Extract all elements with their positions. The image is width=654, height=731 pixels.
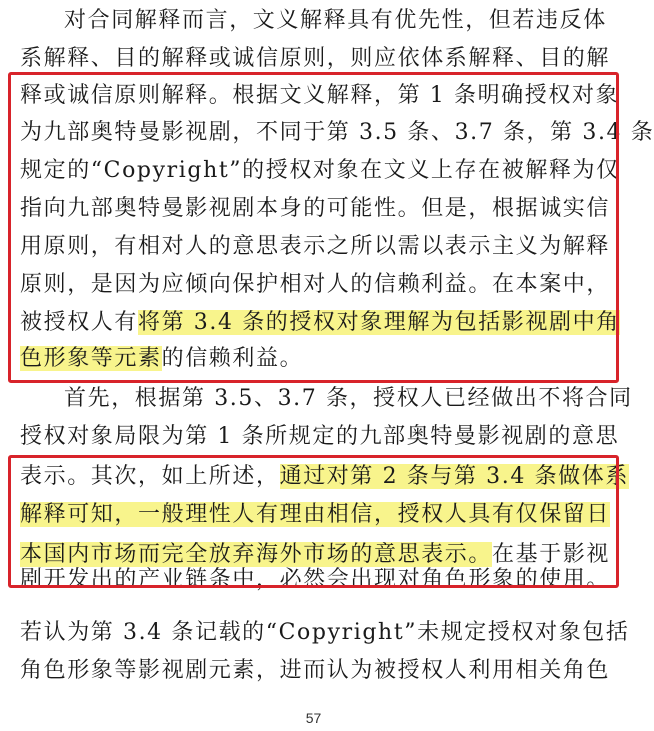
plain-text: 的信赖利益。: [161, 346, 304, 371]
highlighted-text: 色形象等元素: [20, 346, 162, 371]
text-line: 规定的“Copyright”的授权对象在文义上存在被解释为仅: [20, 158, 620, 183]
text-line: 系解释、目的解释或诚信原则，则应依体系解释、目的解: [20, 46, 611, 71]
highlighted-text: 解释可知，一般理性人有理由相信，授权人具有仅保留日: [20, 502, 611, 527]
annotation-box: [8, 72, 654, 383]
text-line: 剧开发出的产业链条中，必然会出现对角色形象的使用。: [20, 567, 611, 592]
plain-text: 被授权人有: [20, 310, 139, 335]
text-line: 指向九部奥特曼影视剧本身的可能性。但是，根据诚实信: [20, 196, 611, 221]
text-line: 对合同解释而言，文义解释具有优先性，但若违反体: [64, 8, 607, 33]
page-number: 57: [305, 710, 322, 726]
text-line: 释或诚信原则解释。根据文义解释，第 1 条明确授权对象: [20, 83, 620, 108]
text-line: 用原则，有相对人的意思表示之所以需以表示主义为解释: [20, 234, 611, 259]
text-line: 授权对象局限为第 1 条所规定的九部奥特曼影视剧的意思: [20, 424, 620, 449]
text-line: 首先，根据第 3.5、3.7 条，授权人已经做出不将合同: [64, 386, 633, 411]
text-line: 角色形象等影视剧元素，进而认为被授权人利用相关角色: [20, 658, 611, 683]
text-line: 原则，是因为应倾向保护相对人的信赖利益。在本案中，: [20, 272, 611, 297]
plain-text: 表示。其次，如上所述，: [20, 464, 280, 489]
text-line: 为九部奥特曼影视剧，不同于第 3.5 条、3.7 条，第 3.4 条: [20, 120, 654, 145]
annotation-box: [8, 455, 619, 588]
highlighted-text: 通过对第 2 条与第 3.4 条做体系: [279, 464, 629, 489]
highlighted-text: 将第 3.4 条的授权对象理解为包括影视剧中角: [138, 310, 620, 335]
highlighted-text: 本国内市场而完全放弃海外市场的意思表示。: [20, 542, 493, 567]
plain-text: 在基于影视: [492, 542, 611, 567]
text-line: 若认为第 3.4 条记载的“Copyright”未规定授权对象包括: [20, 620, 630, 645]
